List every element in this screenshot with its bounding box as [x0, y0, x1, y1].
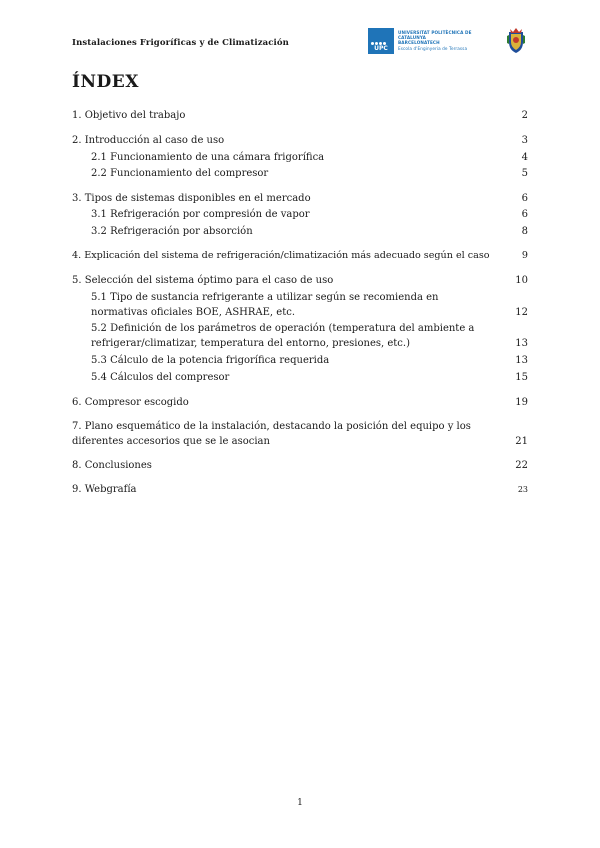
toc-entry-title: 9. Webgrafía [72, 484, 137, 495]
toc-entry-page: 6 [521, 209, 528, 220]
toc-entry[interactable] [91, 208, 528, 222]
toc-entry-title: 6. Compresor escogido [72, 397, 189, 408]
toc-entry[interactable] [91, 291, 528, 320]
toc-entry-title: 4. Explicación del sistema de refrigeración/climatización más adecuado según el caso [72, 250, 490, 261]
toc-entry[interactable] [91, 354, 528, 368]
toc-entry[interactable] [72, 420, 528, 449]
toc-entry[interactable] [72, 249, 528, 263]
toc-entry[interactable] [91, 322, 528, 351]
page-number: 1 [297, 798, 303, 808]
upc-logo [368, 28, 498, 56]
toc-entry-page: 21 [515, 435, 528, 447]
toc-entry-page: 23 [517, 485, 528, 494]
toc-entry-title: 5.2 Definición de los parámetros de operación (temperatura del ambiente a refrigerar/climatizar, temperatura del entorno, presiones, etc.) [91, 323, 475, 349]
toc-entry-page: 2 [521, 110, 528, 121]
toc-entry-page: 4 [521, 152, 528, 163]
toc-entry-page: 12 [515, 306, 528, 318]
toc-entry[interactable] [72, 134, 528, 148]
toc-entry[interactable] [91, 371, 528, 385]
toc-entry[interactable] [91, 225, 528, 239]
toc-entry-page: 15 [515, 372, 528, 383]
toc-entry-page: 13 [515, 355, 528, 366]
upc-name: UNIVERSITAT POLITÈCNICA DE CATALUNYA BARCELONATECH [398, 30, 472, 45]
toc-entry-title: 5.3 Cálculo de la potencia frigorífica requerida [91, 355, 330, 366]
toc-entry-title: 1. Objetivo del trabajo [72, 110, 186, 121]
toc-entry-page: 13 [515, 337, 528, 349]
toc-entry-title: 7. Plano esquemático de la instalación, destacando la posición del equipo y los diferentes accesorios que se le asocian [72, 421, 471, 447]
index-title: ÍNDEX [72, 72, 139, 92]
toc-entry-title: 5. Selección del sistema óptimo para el caso de uso [72, 275, 334, 286]
toc-entry-page: 8 [521, 226, 528, 237]
toc-entry-title: 5.1 Tipo de sustancia refrigerante a utilizar según se recomienda en normativas oficiales BOE, ASHRAE, etc. [91, 292, 439, 318]
toc-entry-page: 3 [521, 135, 528, 146]
toc-entry[interactable] [72, 459, 528, 473]
toc-entry[interactable] [72, 396, 528, 410]
toc-entry-page: 19 [515, 397, 528, 408]
toc-entry-title: 5.4 Cálculos del compresor [91, 372, 230, 383]
toc-entry[interactable] [72, 109, 528, 123]
school-crest-icon [506, 26, 526, 54]
toc-entry-page: 5 [521, 168, 528, 179]
toc-entry-title: 2.2 Funcionamiento del compresor [91, 168, 269, 179]
toc-entry[interactable] [72, 274, 528, 288]
toc-entry-title: 3.2 Refrigeración por absorción [91, 226, 253, 237]
toc-entry-page: 10 [515, 275, 528, 286]
toc-entry-title: 2. Introducción al caso de uso [72, 135, 225, 146]
upc-acronym: UPC [374, 45, 388, 52]
toc-entry[interactable] [72, 483, 528, 497]
toc-entry-page: 6 [521, 193, 528, 204]
toc-entry-page: 22 [515, 460, 528, 471]
upc-school: Escola d'Enginyeria de Terrassa [398, 46, 468, 51]
header-title: Instalaciones Frigoríficas y de Climatización [72, 38, 289, 48]
toc-entry-title: 3.1 Refrigeración por compresión de vapor [91, 209, 310, 220]
toc-entry-title: 8. Conclusiones [72, 460, 152, 471]
toc-entry-title: 2.1 Funcionamiento de una cámara frigorífica [91, 152, 325, 163]
toc-entry-page: 9 [521, 250, 528, 261]
toc-entry[interactable] [72, 192, 528, 206]
toc-entry-title: 3. Tipos de sistemas disponibles en el mercado [72, 193, 311, 204]
toc-entry[interactable] [91, 167, 528, 181]
upc-logo-icon [368, 28, 394, 54]
page-header [72, 24, 528, 58]
toc-entry[interactable] [91, 151, 528, 165]
